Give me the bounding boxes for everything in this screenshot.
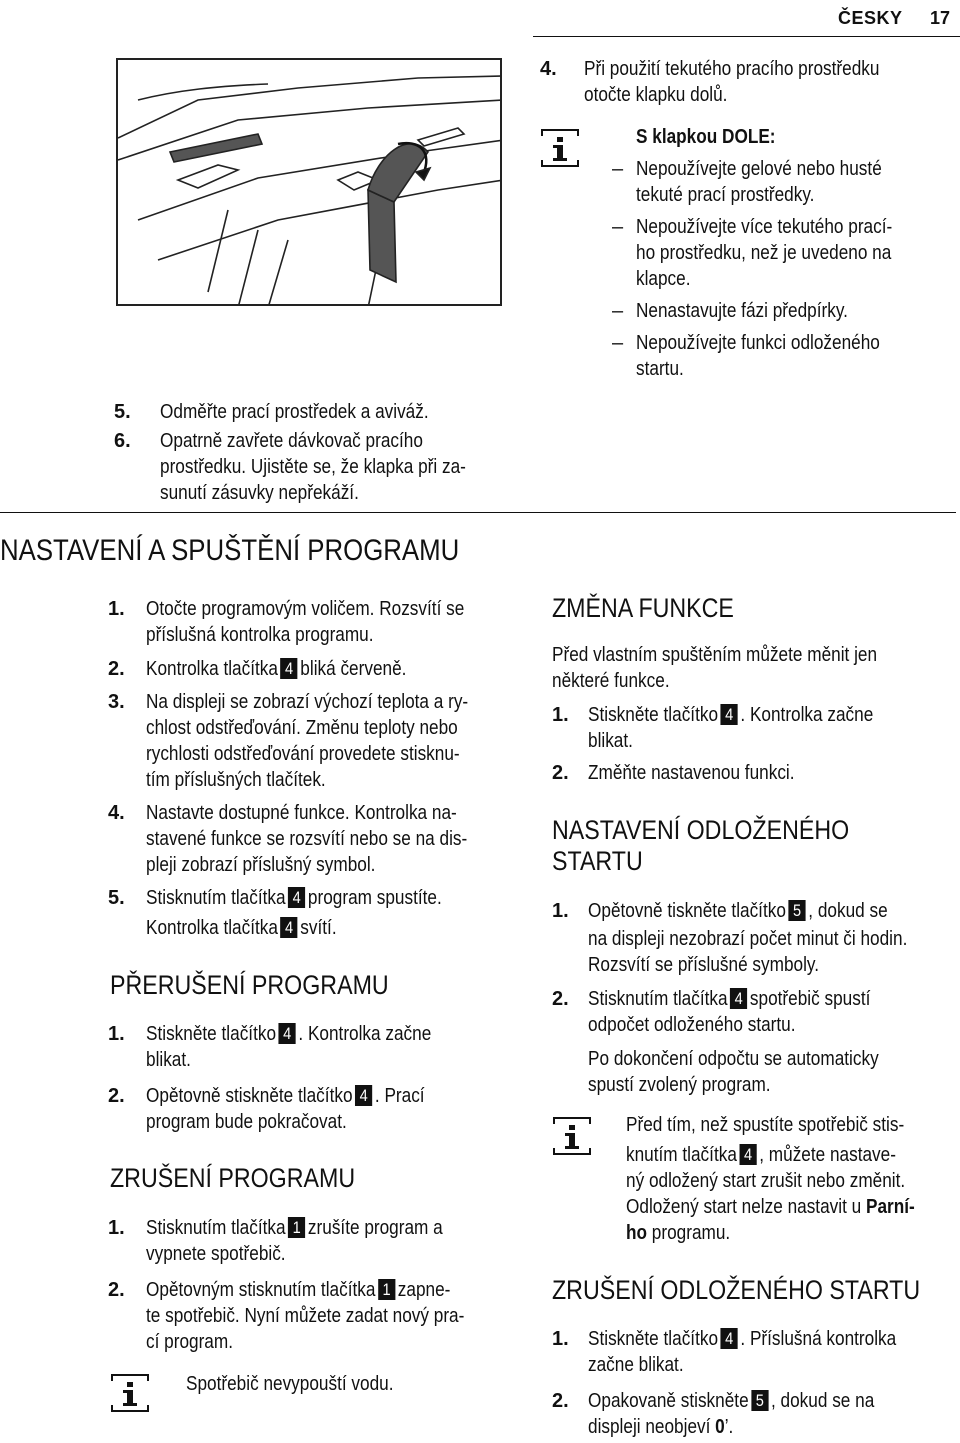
button-key: 4	[730, 988, 747, 1009]
button-key: 4	[288, 887, 305, 908]
step-number: 2.	[552, 988, 569, 1010]
section-rule	[0, 512, 956, 513]
info-icon	[552, 1116, 592, 1156]
button-key: 4	[281, 658, 298, 679]
step-text: stavené funkce se rozsvítí nebo se na dis-	[146, 828, 468, 850]
step-text: Po dokončení odpočtu se automaticky	[588, 1048, 879, 1070]
step-text: otočte klapku dolů.	[584, 84, 728, 106]
step-text: rychlosti odstřeďování provedete stisknu-	[146, 743, 460, 765]
step-number: 1.	[108, 1023, 125, 1045]
info-item: Nenastavujte fázi předpírky.	[636, 300, 848, 322]
button-key: 5	[751, 1390, 768, 1411]
dash: –	[612, 158, 624, 180]
info-note: Před tím, než spustíte spotřebič stis-	[626, 1114, 905, 1136]
info-item: startu.	[636, 358, 684, 380]
header-language: ČESKY	[838, 8, 903, 28]
button-key: 5	[789, 900, 806, 921]
step-number: 6.	[114, 430, 131, 452]
step-text: Stisknutím tlačítka 4 program spustíte.	[146, 887, 442, 909]
info-note: Odložený start nelze nastavit u Parní-	[626, 1196, 915, 1218]
step-text: odpočet odloženého startu.	[588, 1014, 796, 1036]
paragraph: Před vlastním spuštěním můžete měnit jen	[552, 644, 878, 666]
info-item: ho prostředku, než je uvedeno na	[636, 242, 892, 264]
step-text: Stisknutím tlačítka 4 spotřebič spustí	[588, 988, 871, 1010]
button-key: 4	[721, 704, 738, 725]
step-number: 5.	[108, 887, 125, 909]
step-text: Opětovným stisknutím tlačítka 1 zapne-	[146, 1279, 451, 1301]
info-note: knutím tlačítka 4 , můžete nastave-	[626, 1144, 896, 1166]
step-text: Opatrně zavřete dávkovač pracího	[160, 430, 423, 452]
step-text: Stiskněte tlačítko 4 . Kontrolka začne	[146, 1023, 432, 1045]
info-icon	[540, 128, 580, 168]
step-text: Nastavte dostupné funkce. Kontrolka na-	[146, 802, 457, 824]
step-number: 2.	[552, 1390, 569, 1412]
section-title: NASTAVENÍ A SPUŠTĚNÍ PROGRAMU	[0, 534, 460, 567]
step-number: 2.	[108, 658, 125, 680]
step-text: Rozsvítí se příslušné symboly.	[588, 954, 820, 976]
step-number: 1.	[108, 598, 125, 620]
step-text: na displeji nezobrazí počet minut či hodin.	[588, 928, 908, 950]
step-number: 1.	[108, 1217, 125, 1239]
step-text: chlost odstřeďování. Změnu teploty nebo	[146, 717, 458, 739]
button-key: 4	[281, 917, 298, 938]
section-title: NASTAVENÍ ODLOŽENÉHO	[552, 815, 850, 845]
step-text: tím příslušných tlačítek.	[146, 769, 326, 791]
info-note: ho programu.	[626, 1222, 731, 1244]
button-key: 1	[378, 1279, 395, 1300]
info-item: tekuté prací prostředky.	[636, 184, 815, 206]
page-number: 17	[930, 8, 951, 28]
step-number: 5.	[114, 401, 131, 423]
dash: –	[612, 300, 624, 322]
step-text: Stisknutím tlačítka 1 zrušíte program a	[146, 1217, 443, 1239]
header-rule	[533, 36, 960, 37]
step-text: cí program.	[146, 1331, 233, 1353]
info-title: S klapkou DOLE:	[636, 126, 776, 148]
info-icon	[110, 1373, 150, 1413]
info-note: Spotřebič nevypouští vodu.	[186, 1373, 394, 1395]
info-item: klapce.	[636, 268, 691, 290]
button-key: 4	[739, 1144, 756, 1165]
step-number: 2.	[108, 1085, 125, 1107]
info-item: Nepoužívejte funkci odloženého	[636, 332, 880, 354]
step-number: 3.	[108, 691, 125, 713]
step-number: 1.	[552, 900, 569, 922]
section-title: ZRUŠENÍ ODLOŽENÉHO STARTU	[552, 1275, 921, 1305]
step-text: te spotřebič. Nyní můžete zadat nový pra-	[146, 1305, 465, 1327]
step-text: prostředku. Ujistěte se, že klapka při za-	[160, 456, 466, 478]
step-text: displeji neobjeví 0’.	[588, 1416, 734, 1438]
step-text: pleji zobrazí příslušný symbol.	[146, 854, 376, 876]
step-text: Změňte nastavenou funkci.	[588, 762, 795, 784]
step-text: Otočte programovým voličem. Rozsvítí se	[146, 598, 465, 620]
dash: –	[612, 216, 624, 238]
detergent-drawer-illustration	[116, 58, 502, 306]
step-text: Kontrolka tlačítka 4 svítí.	[146, 917, 337, 939]
step-text: Opětovně stiskněte tlačítko 4 . Prací	[146, 1085, 425, 1107]
section-title: PŘERUŠENÍ PROGRAMU	[110, 970, 389, 1000]
step-text: program bude pokračovat.	[146, 1111, 347, 1133]
button-key: 4	[355, 1085, 372, 1106]
step-number: 4.	[108, 802, 125, 824]
step-text: Stiskněte tlačítko 4 . Příslušná kontrolka	[588, 1328, 897, 1350]
step-number: 1.	[552, 704, 569, 726]
step-text: příslušná kontrolka programu.	[146, 624, 374, 646]
section-title: STARTU	[552, 846, 643, 876]
step-text: blikat.	[588, 730, 633, 752]
info-item: Nepoužívejte více tekutého prací-	[636, 216, 893, 238]
button-key: 1	[288, 1217, 305, 1238]
step-text: blikat.	[146, 1049, 191, 1071]
step-number: 2.	[552, 762, 569, 784]
paragraph: některé funkce.	[552, 670, 670, 692]
step-text: Opětovně tiskněte tlačítko 5 , dokud se	[588, 900, 888, 922]
step-text: Stiskněte tlačítko 4 . Kontrolka začne	[588, 704, 874, 726]
step-text: spustí zvolený program.	[588, 1074, 771, 1096]
step-number: 2.	[108, 1279, 125, 1301]
info-item: Nepoužívejte gelové nebo husté	[636, 158, 882, 180]
step-number: 1.	[552, 1328, 569, 1350]
step-text: sunutí zásuvky nepřekáží.	[160, 482, 359, 504]
section-title: ZMĚNA FUNKCE	[552, 593, 734, 623]
step-text: začne blikat.	[588, 1354, 684, 1376]
step-text: Při použití tekutého pracího prostředku	[584, 58, 880, 80]
section-title: ZRUŠENÍ PROGRAMU	[110, 1163, 356, 1193]
button-key: 4	[721, 1328, 738, 1349]
step-text: Kontrolka tlačítka 4 bliká červeně.	[146, 658, 407, 680]
button-key: 4	[279, 1023, 296, 1044]
dash: –	[612, 332, 624, 354]
step-text: Odměřte prací prostředek a aviváž.	[160, 401, 429, 423]
step-text: Na displeji se zobrazí výchozí teplota a ry-	[146, 691, 469, 713]
step-text: vypnete spotřebič.	[146, 1243, 286, 1265]
step-text: Opakovaně stiskněte 5 , dokud se na	[588, 1390, 875, 1412]
step-number: 4.	[540, 58, 557, 80]
info-note: ný odložený start zrušit nebo změnit.	[626, 1170, 906, 1192]
